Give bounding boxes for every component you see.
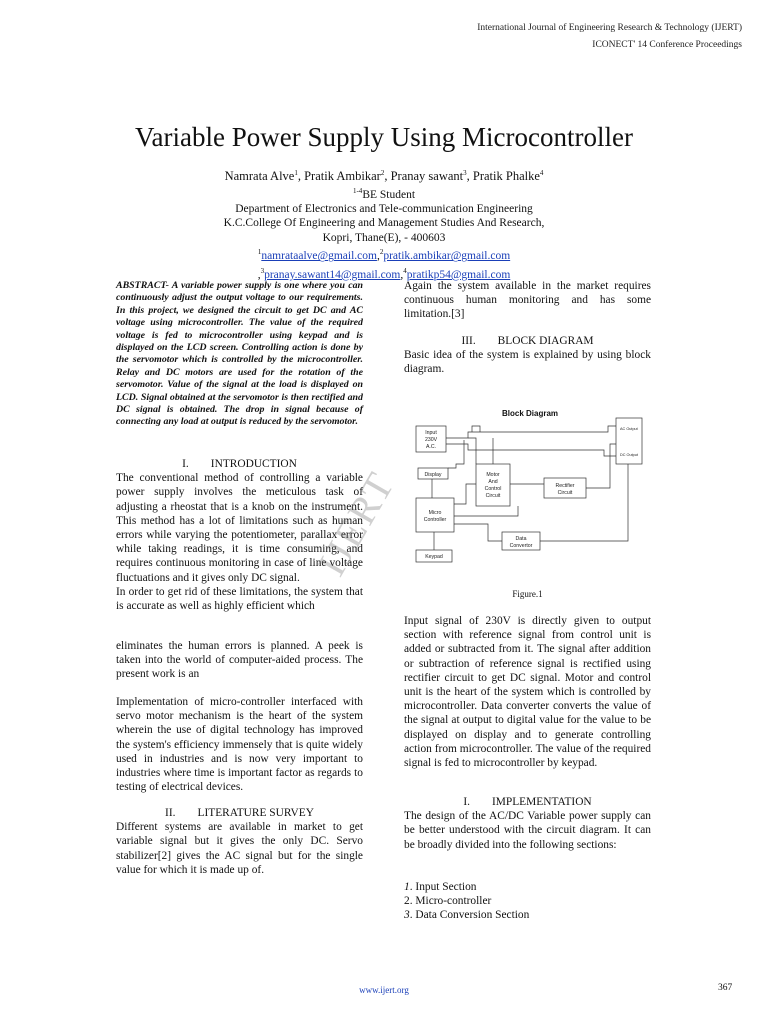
email-link[interactable]: pratikp54@gmail.com bbox=[406, 268, 511, 281]
author-names: Namrata Alve$^1$, Pratik Ambikar$^2$, Pranay sawant$^3$, Pratik Phalke$^4$ bbox=[224, 169, 544, 184]
list-item: 3. Data Conversion Section bbox=[404, 909, 530, 922]
diagram-label: Input bbox=[425, 430, 437, 436]
journal-header bbox=[477, 20, 742, 54]
output-block bbox=[616, 418, 642, 464]
email-link[interactable]: pranay.sawant14@gmail.com bbox=[264, 268, 401, 281]
footer-url[interactable]: www.ijert.org bbox=[359, 985, 409, 995]
diagram-label: Data bbox=[515, 536, 527, 542]
address: Kopri, Thane(E), - 400603 bbox=[322, 231, 446, 244]
list-item: 1. Input Section bbox=[404, 881, 477, 893]
paragraph: Different systems are available in market to get variable signal but it gives the only DC. Servo stabilizer[2] gives the AC signal but for the single value for which it is made up of. bbox=[116, 821, 363, 876]
diagram-label: And bbox=[488, 479, 498, 485]
motor-block bbox=[476, 464, 510, 506]
paper-title: Variable Power Supply Using Microcontroller bbox=[135, 122, 633, 152]
paragraph: In order to get rid of these limitations, the system that is accurate as well as highly efficient which bbox=[116, 585, 363, 613]
page-number: 367 bbox=[718, 983, 733, 993]
diagram-label: Convertor bbox=[509, 543, 533, 549]
paragraph: Implementation of micro-controller interfaced with servo motor mechanism is the heart of the system wherein the use of digital technology has improved the system's efficiency immensely that is quite widely used in industries and is now very important to industries where time is important factor as regards to testing of electrical devices. bbox=[116, 696, 363, 794]
section-heading: II. LITERATURE SURVEY bbox=[165, 807, 314, 819]
author-block bbox=[0, 166, 768, 282]
diagram-label: A.C. bbox=[425, 444, 437, 450]
diagram-label: Rectifier bbox=[555, 483, 575, 489]
diagram-label: Control bbox=[484, 486, 502, 492]
paragraph: The design of the AC/DC Variable power supply can be better understood with the circuit diagram. It can be broadly divided into the following sections: bbox=[404, 810, 651, 851]
diagram-label: AC Output bbox=[620, 427, 638, 431]
list-item: 2. Micro-controller bbox=[404, 895, 492, 908]
email-link[interactable]: pratik.ambikar@gmail.com bbox=[383, 250, 511, 263]
diagram-label: Keypad bbox=[425, 554, 443, 560]
email-link[interactable]: namrataalve@gmail.com bbox=[261, 250, 377, 263]
journal-name: International Journal of Engineering Research & Technology (IJERT) bbox=[477, 23, 742, 33]
diagram-label: DC Output bbox=[620, 453, 638, 457]
diagram-label: Circuit bbox=[485, 493, 501, 499]
diagram-title: Block Diagram bbox=[501, 409, 559, 418]
figure-caption: Figure.1 bbox=[512, 589, 543, 599]
proceedings-name: ICONECT' 14 Conference Proceedings bbox=[592, 40, 742, 50]
diagram-label: Display bbox=[424, 472, 442, 478]
paragraph: Basic idea of the system is explained by using block diagram. bbox=[404, 349, 651, 376]
section-heading: I. INTRODUCTION bbox=[182, 458, 297, 470]
diagram-label: Micro bbox=[428, 510, 442, 516]
implementation-section bbox=[404, 795, 651, 852]
paragraph: The conventional method of controlling a variable power supply involves the meticulous task of adjusting a rheostat that is a knob on the instrument. This method has a lot of limitations such as human errors while varying the potentiometer, parallax error while taking readings, it is time consuming, and requires continuous monitoring in case of line voltage fluctuations and it gives only DC signal. bbox=[116, 472, 363, 584]
department: Department of Electronics and Tele-communication Engineering bbox=[235, 202, 533, 215]
diagram-label: Controller bbox=[423, 517, 447, 523]
email-line-2: ,$^3$pranay.sawant14@gmail.com,$^4$pratikp54@gmail.com bbox=[257, 266, 511, 281]
abstract: ABSTRACT- A variable power supply is one where you can continuously adjust the output voltage to our requirements. In this project, we designed the circuit to get DC and AC voltage using microcontroller. The value of the required voltage is fed to microcontroller using keypad and is displayed on the LCD screen. Controlling action is done by the servomotor which is controlled by the microcontroller. Relay and DC motors are used for the rotation of the servomotor. Value of the signal at the load is displayed on LCD. Signal obtained at the servomotor is then rectified and DC signal is obtained. The drop in signal because of connecting any load at output is reduced by the servomotor. bbox=[116, 280, 363, 428]
section-list bbox=[404, 880, 651, 923]
paragraph: eliminates the human errors is planned. A peek is taken into the world of computer-aided process. The present work is an bbox=[116, 640, 363, 681]
diagram-label: Motor bbox=[486, 472, 500, 478]
section-heading: I. IMPLEMENTATION bbox=[463, 796, 592, 808]
college: K.C.College Of Engineering and Management Studies And Research, bbox=[223, 217, 545, 230]
author-role: $^{1-4}$BE Student bbox=[352, 186, 416, 201]
diagram-label: Circuit bbox=[557, 490, 573, 496]
diagram-label: 230V bbox=[424, 437, 438, 443]
paragraph: Input signal of 230V is directly given to output section with reference signal from control unit is added or subtracted from it. The signal after addition or subtraction of reference signal is rectified using rectifier circuit to get DC signal. Motor and control unit is the heart of the system which is controlled by microcontroller. Data converter converts the value of the signal at output to digital value for the value to be displayed on display and to generate controlling action from microcontroller. The value of the required signal is fed to microcontroller by keypad. bbox=[404, 615, 651, 770]
literature-section bbox=[116, 806, 363, 877]
block-diagram-section bbox=[404, 334, 651, 377]
block-diagram-figure bbox=[408, 404, 648, 574]
paragraph: Again the system available in the market requires continuous human monitoring and has some limitation.[3] bbox=[404, 280, 651, 321]
section-heading: III. BLOCK DIAGRAM bbox=[461, 335, 594, 347]
watermark: IJERT bbox=[308, 463, 404, 584]
email-line-1: $^1$namrataalve@gmail.com,$^2$pratik.ambikar@gmail.com bbox=[257, 248, 511, 263]
